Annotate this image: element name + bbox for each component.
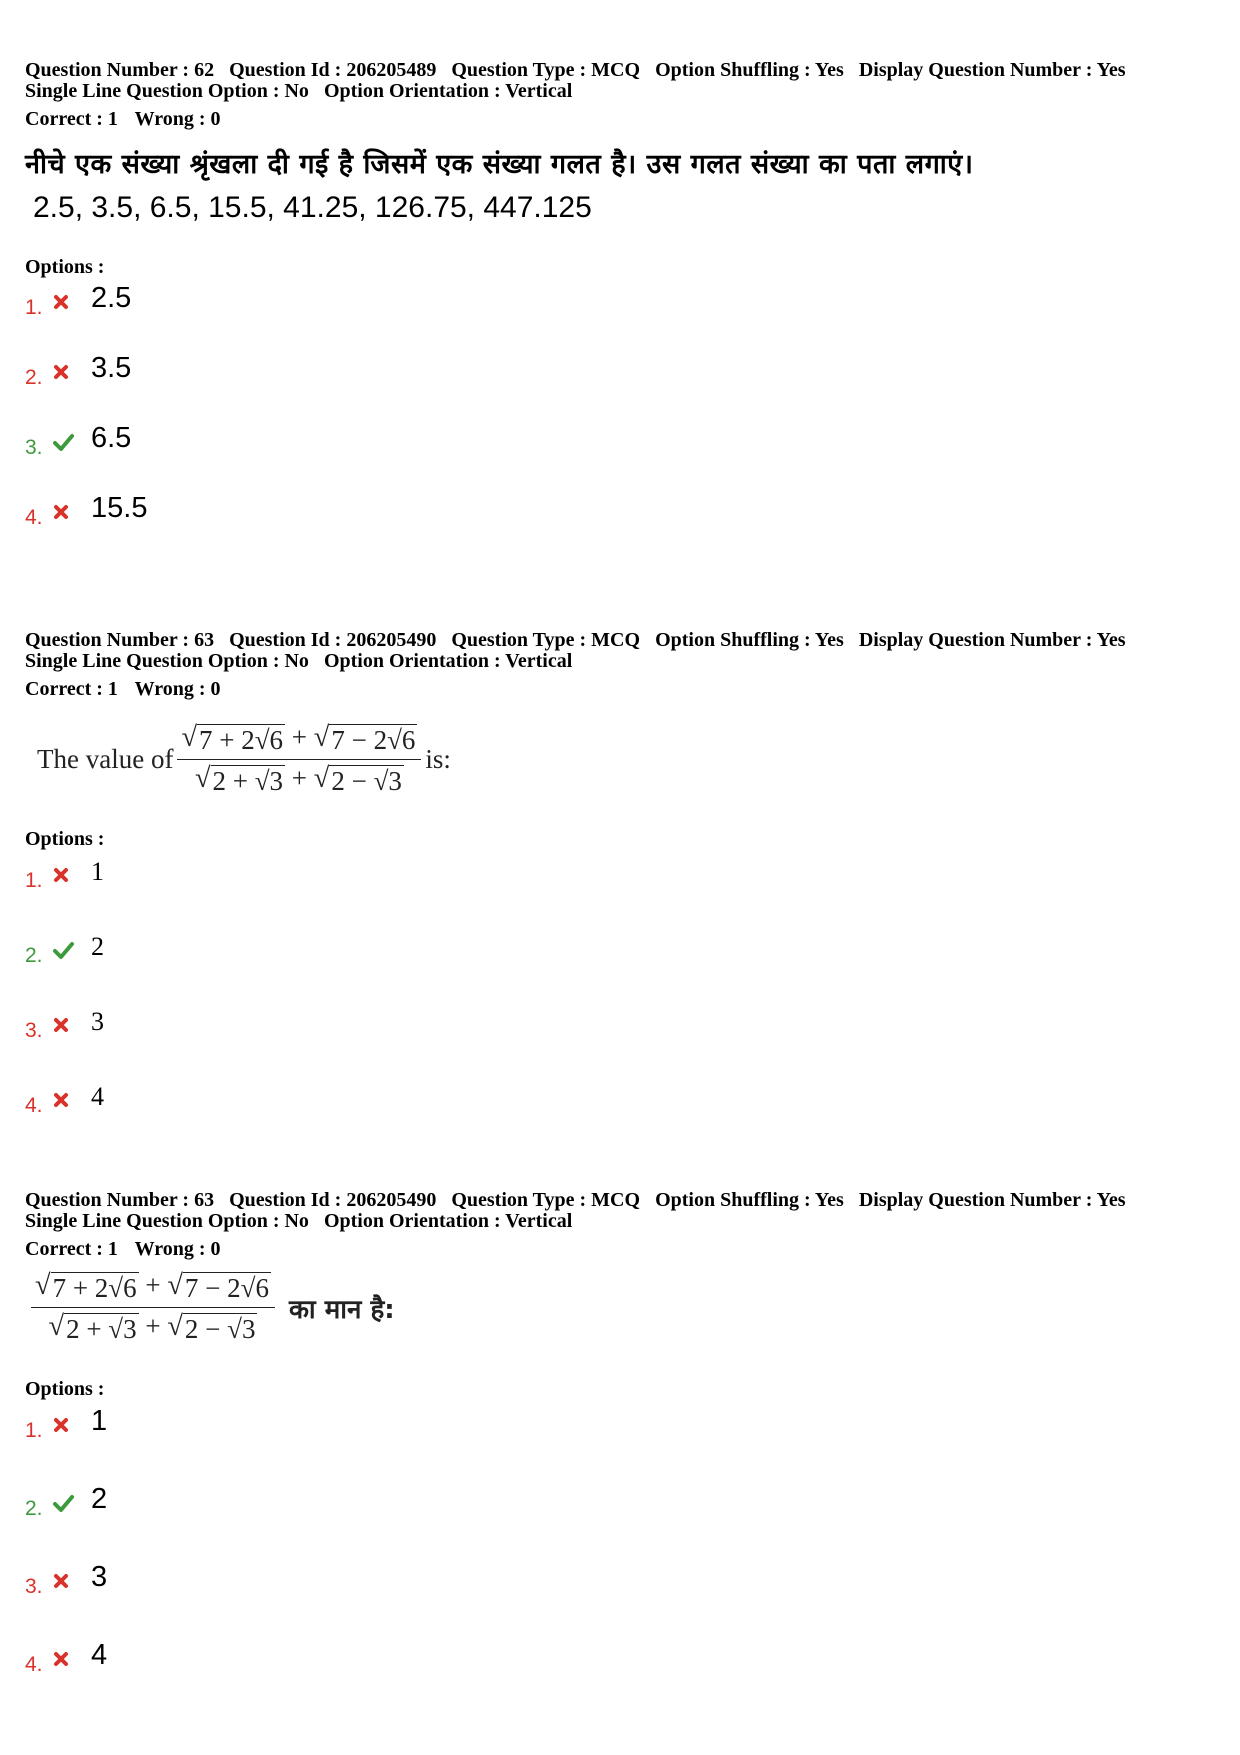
question-number: Question Number : 62 — [25, 59, 215, 81]
question-meta-line-1 — [25, 60, 1215, 81]
correct-marks: Correct : 1 — [25, 108, 118, 130]
option-orientation: Option Orientation : Vertical — [323, 80, 573, 102]
option-shuffling: Option Shuffling : Yes — [655, 1189, 844, 1211]
cross-icon — [51, 1015, 71, 1035]
display-question-number: Display Question Number : Yes — [858, 1189, 1126, 1211]
number-series: 2.5, 3.5, 6.5, 15.5, 41.25, 126.75, 447.125 — [33, 191, 592, 224]
option-number: 4. — [25, 506, 43, 529]
correct-marks: Correct : 1 — [25, 1238, 118, 1260]
single-line-option: Single Line Question Option : No — [25, 1210, 309, 1232]
option-number: 2. — [25, 1497, 43, 1520]
option-value: 1 — [91, 1405, 108, 1437]
correct-marks: Correct : 1 — [25, 678, 118, 700]
question-type: Question Type : MCQ — [451, 1189, 641, 1211]
marking-scheme — [25, 1238, 1215, 1260]
cross-icon — [51, 292, 71, 312]
radical: √ 2 − √3 — [313, 763, 402, 797]
options-label: Options : — [25, 828, 105, 850]
fraction — [31, 1270, 275, 1345]
option-value: 3.5 — [91, 352, 132, 384]
question-text-hindi: नीचे एक संख्या श्रृंखला दी गई है जिसमें एक संख्या गलत है। उस गलत संख्या का पता लगाएं। — [25, 149, 974, 180]
single-line-option: Single Line Question Option : No — [25, 650, 309, 672]
question-prefix: The value of — [37, 744, 174, 775]
question-expression — [27, 1270, 395, 1345]
radical: √ 7 − 2√6 — [167, 1270, 269, 1303]
radical: √ 7 + 2√6 — [35, 1270, 137, 1303]
wrong-marks: Wrong : 0 — [134, 678, 221, 700]
cross-icon — [51, 362, 71, 382]
question-63-hindi-block — [25, 1190, 1215, 1710]
option-value: 4 — [91, 1082, 104, 1111]
option-number: 2. — [25, 944, 43, 967]
question-expression — [37, 722, 451, 797]
cross-icon — [51, 1090, 71, 1110]
question-meta-line-1 — [25, 630, 1215, 651]
option-number: 2. — [25, 366, 43, 389]
fraction-denominator: √ 2 + √3 + √ 2 − √3 — [194, 763, 402, 797]
option-value: 2 — [91, 932, 104, 961]
question-id: Question Id : 206205490 — [229, 1189, 437, 1211]
question-suffix-hindi: का मान है: — [288, 1294, 395, 1325]
marking-scheme — [25, 108, 1215, 130]
cross-icon — [51, 865, 71, 885]
option-value: 1 — [91, 857, 104, 886]
question-id: Question Id : 206205490 — [229, 629, 437, 651]
option-value: 4 — [91, 1639, 108, 1671]
fraction-numerator: √ 7 + 2√6 + √ 7 − 2√6 — [177, 722, 421, 760]
option-value: 3 — [91, 1561, 108, 1593]
option-value: 6.5 — [91, 422, 132, 454]
option-shuffling: Option Shuffling : Yes — [655, 629, 844, 651]
check-icon — [51, 1493, 75, 1513]
wrong-marks: Wrong : 0 — [134, 108, 221, 130]
option-orientation: Option Orientation : Vertical — [323, 650, 573, 672]
question-number: Question Number : 63 — [25, 629, 215, 651]
option-number: 3. — [25, 1575, 43, 1598]
fraction-numerator: √ 7 + 2√6 + √ 7 − 2√6 — [31, 1270, 275, 1308]
radical: √ 2 + √3 — [194, 763, 284, 797]
cross-icon — [51, 1649, 71, 1669]
question-suffix: is: — [425, 744, 451, 775]
question-id: Question Id : 206205489 — [229, 59, 437, 81]
option-shuffling: Option Shuffling : Yes — [655, 59, 844, 81]
options-label: Options : — [25, 1378, 105, 1400]
fraction — [177, 722, 421, 797]
option-number: 1. — [25, 869, 43, 892]
option-number: 3. — [25, 1019, 43, 1042]
question-type: Question Type : MCQ — [451, 629, 641, 651]
question-meta-line-2 — [25, 1211, 1215, 1232]
question-63-english-block — [25, 630, 1215, 1130]
options-label: Options : — [25, 256, 105, 278]
option-number: 1. — [25, 296, 43, 319]
option-value: 3 — [91, 1007, 104, 1036]
question-type: Question Type : MCQ — [451, 59, 641, 81]
question-meta-line-2 — [25, 81, 1215, 102]
radical: √ 2 − √3 — [167, 1311, 256, 1345]
option-number: 4. — [25, 1094, 43, 1117]
option-number: 4. — [25, 1653, 43, 1676]
option-value: 15.5 — [91, 492, 148, 524]
option-orientation: Option Orientation : Vertical — [323, 1210, 573, 1232]
wrong-marks: Wrong : 0 — [134, 1238, 221, 1260]
question-meta-line-1 — [25, 1190, 1215, 1211]
question-meta-line-2 — [25, 651, 1215, 672]
option-number: 3. — [25, 436, 43, 459]
single-line-option: Single Line Question Option : No — [25, 80, 309, 102]
display-question-number: Display Question Number : Yes — [858, 59, 1126, 81]
question-62-block — [25, 60, 1215, 560]
cross-icon — [51, 1571, 71, 1591]
radical: √ 7 + 2√6 — [181, 722, 284, 755]
question-number: Question Number : 63 — [25, 1189, 215, 1211]
option-value: 2.5 — [91, 282, 132, 314]
check-icon — [51, 940, 75, 960]
marking-scheme — [25, 678, 1215, 700]
fraction-denominator: √ 2 + √3 + √ 2 − √3 — [48, 1311, 256, 1345]
radical: √ 7 − 2√6 — [313, 722, 416, 755]
cross-icon — [51, 502, 71, 522]
cross-icon — [51, 1415, 71, 1435]
check-icon — [51, 432, 75, 452]
option-value: 2 — [91, 1483, 108, 1515]
radical: √ 2 + √3 — [48, 1311, 137, 1345]
option-number: 1. — [25, 1419, 43, 1442]
display-question-number: Display Question Number : Yes — [858, 629, 1126, 651]
